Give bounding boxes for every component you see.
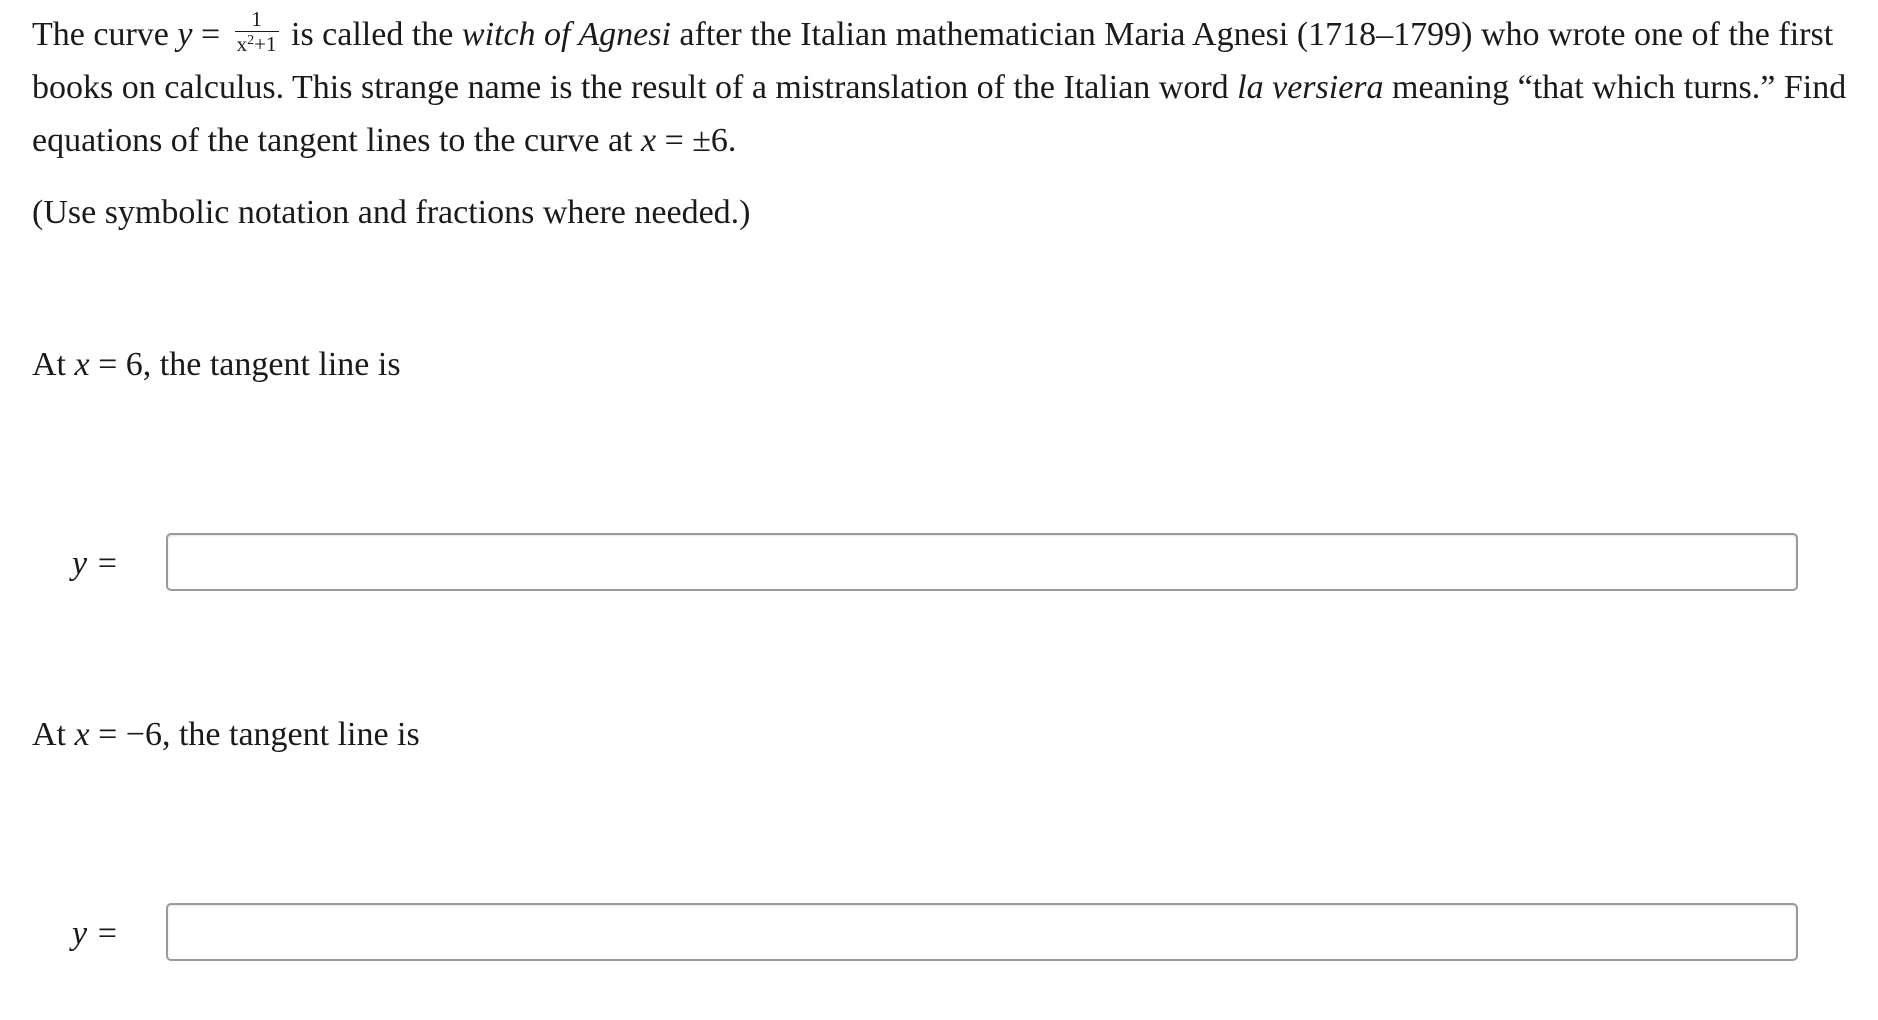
part1-label <box>32 338 401 391</box>
y-variable: y <box>177 16 193 53</box>
equals-sign: = <box>656 122 693 159</box>
equals-sign: = <box>89 716 126 753</box>
intro-text: meaning “that which turns.” Find equations of the tangent lines to the curve at <box>32 69 1847 159</box>
intro-text: The curve <box>32 16 178 53</box>
equals-sign: = <box>89 346 126 383</box>
denominator-tail: +1 <box>254 31 277 56</box>
part1-prefix: At <box>32 346 75 383</box>
x-variable: x <box>74 346 90 383</box>
intro-text: is called the <box>282 16 462 53</box>
part2-value-text: −6, the tangent line is <box>125 716 420 753</box>
italian-word: la versiera <box>1237 69 1384 106</box>
y-equals-label: y = <box>72 915 119 952</box>
denominator-exponent: 2 <box>247 32 255 48</box>
fraction-numerator: 1 <box>235 8 279 32</box>
part1-value-text: 6, the tangent line is <box>125 346 401 383</box>
equals-sign: = <box>192 16 229 53</box>
part2-prefix: At <box>32 716 75 753</box>
part2-label <box>32 708 420 761</box>
y-equals-label: y = <box>72 545 119 582</box>
problem-paragraph <box>32 8 1872 167</box>
witch-term: witch of Agnesi <box>461 16 671 53</box>
part1-answer-row <box>0 533 1878 595</box>
points-value: ±6. <box>692 122 737 159</box>
part2-y-label <box>72 909 119 959</box>
part1-y-label <box>72 539 119 589</box>
fraction-denominator <box>235 32 279 55</box>
x-variable: x <box>640 122 657 159</box>
x-variable: x <box>74 716 90 753</box>
hint-text: (Use symbolic notation and fractions where needed.) <box>32 194 751 231</box>
part1-answer-input[interactable] <box>166 533 1798 591</box>
part2-answer-input[interactable] <box>166 903 1798 961</box>
denominator-base: x <box>236 31 248 56</box>
problem-statement <box>32 8 1872 167</box>
intro-text: after the Italian mathematician Maria Agnesi (1718–1799) who wrote one of the first books on calculus. This strange name is the result of a mistranslation of the Italian word <box>32 16 1834 106</box>
fraction-expression <box>235 8 279 55</box>
part2-answer-row <box>0 903 1878 965</box>
